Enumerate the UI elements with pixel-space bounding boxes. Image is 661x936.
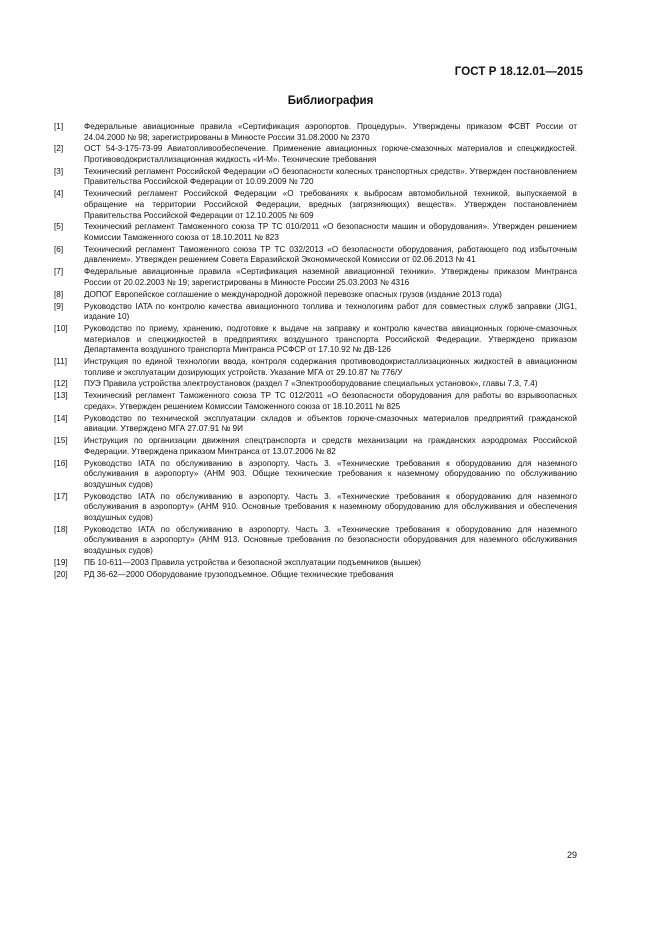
reference-text: Инструкция по организации движения спецтранспорта и средств механизации на гражданских аэродромах Российской Федерации. Утверждена приказом Минтранса от 13.07.2006 № 82 xyxy=(84,436,577,456)
reference-text: ПБ 10-611—2003 Правила устройства и безопасной эксплуатации подъемников (вышек) xyxy=(84,557,422,567)
reference-text: Инструкция по единой технологии ввода, контроля содержания противоводокристаллизационных жидкостей в авиационном топливе и эксплуатации дозирующих устройств. Указание МГА от 29.10.87 № 776/У xyxy=(84,356,577,377)
reference-text: ДОПОГ Европейское соглашение о международной дорожной перевозке опасных грузов (издание 2013 года) xyxy=(84,289,502,299)
reference-item xyxy=(54,222,577,243)
reference-item xyxy=(54,302,577,323)
reference-list xyxy=(54,122,577,581)
reference-item xyxy=(54,525,577,557)
reference-text: Технический регламент Российской Федерации «О требованиях к выбросам автомобильной техникой, выпускаемой в обращение на территории Российской Федерации, вредных (загрязняющих) веществ». Утвержден постановлением Правительства Российской Федерации от 12.10.2005 № 609 xyxy=(84,189,577,220)
reference-text: Руководство по технической эксплуатации складов и объектов горюче-смазочных материалов предприятий гражданской авиации. Утверждено МГА 27.07.91 № 9И xyxy=(84,413,577,434)
reference-item xyxy=(54,144,577,165)
reference-text: Федеральные авиационные правила «Сертификация наземной авиационной техники». Утверждены приказом Минтранса России от 20.02.2003 № 19; зарегистрированы в Минюсте России 25.03.2003 № 4316 xyxy=(84,267,577,287)
standard-number: ГОСТ Р 18.12.01—2015 xyxy=(454,66,583,78)
reference-text: Технический регламент Таможенного союза ТР ТС 032/2013 «О безопасности оборудования, работающего под избыточным давлением». Утвержден решением Совета Евразийской Экономической Комиссии от 02.06.2013 № 41 xyxy=(84,244,577,265)
reference-item xyxy=(54,492,577,524)
reference-text: ОСТ 54-3-175-73-99 Авиатопливообеспечение. Применение авиационных горюче-смазочных материалов и спецжидкостей. Противоводокристаллизационная жидкость «И-М». Технические требования xyxy=(84,144,577,165)
reference-item xyxy=(54,379,577,390)
reference-item xyxy=(54,167,577,188)
reference-number: [10] xyxy=(54,323,68,333)
reference-item xyxy=(54,391,577,412)
reference-item xyxy=(54,290,577,301)
reference-item xyxy=(54,357,577,378)
reference-number: [1] xyxy=(54,122,64,131)
reference-number: [15] xyxy=(54,436,68,446)
reference-number: [9] xyxy=(54,301,64,311)
reference-number: [11] xyxy=(54,356,68,366)
reference-number: [2] xyxy=(54,144,64,154)
reference-number: [19] xyxy=(54,557,68,567)
reference-item xyxy=(54,436,577,457)
reference-number: [7] xyxy=(54,267,64,277)
reference-number: [6] xyxy=(54,244,64,254)
reference-text: Руководство IATA по обслуживанию в аэропорту. Часть 3. «Технические требования к оборудованию для наземного обслуживания в аэропорту» (АНМ 910. Основные требования к наземному оборудованию для обслуживания и обеспечения воздушных судов) xyxy=(84,491,577,522)
reference-number: [12] xyxy=(54,379,68,389)
reference-number: [8] xyxy=(54,289,64,299)
reference-number: [13] xyxy=(54,391,68,401)
reference-number: [3] xyxy=(54,166,64,176)
reference-text: Руководство IATA по обслуживанию в аэропорту. Часть 3. «Технические требования к оборудованию для наземного обслуживания в аэропорту» (АНМ 903. Общие технические требования к наземному оборудованию по обслуживанию воздушных судов) xyxy=(84,458,577,489)
reference-text: Технический регламент Таможенного союза ТР ТС 010/2011 «О безопасности машин и оборудования». Утвержден решением Комиссии Таможенного союза от 18.10.2011 № 823 xyxy=(84,222,577,242)
reference-item xyxy=(54,122,577,143)
reference-number: [4] xyxy=(54,189,64,199)
reference-number: [14] xyxy=(54,413,68,423)
reference-text: Руководство IATA по контролю качества авиационного топлива и технологиям работ для совместных служб заправки (JIG1, издание 10) xyxy=(84,301,577,322)
reference-number: [5] xyxy=(54,222,64,232)
reference-item xyxy=(54,558,577,569)
reference-number: [20] xyxy=(54,569,68,579)
reference-number: [16] xyxy=(54,458,68,468)
reference-number: [17] xyxy=(54,491,68,501)
reference-text: ПУЭ Правила устройства электроустановок (раздел 7 «Электрооборудование специальных установок», главы 7.3, 7.4) xyxy=(84,379,538,389)
reference-text: Руководство IATA по обслуживанию в аэропорту. Часть 3. «Технические требования к оборудованию для наземного обслуживания в аэропорту» (АНМ 913. Основные требования по безопасности оборудования для наземного обслуживания воздушных судов) xyxy=(84,524,577,555)
reference-item xyxy=(54,459,577,491)
reference-item xyxy=(54,267,577,288)
reference-item xyxy=(54,189,577,221)
reference-text: Руководство по приему, хранению, подготовке к выдаче на заправку и контролю качества авиационных горюче-смазочных материалов и спецжидкостей в предприятиях воздушного транспорта Российской Федерации. Утверждено приказом Департамента воздушного транспорта Минтранса РСФСР от 17.10.92 № ДВ-126 xyxy=(84,323,577,355)
reference-item xyxy=(54,414,577,435)
bibliography-title: Библиография xyxy=(287,95,374,107)
reference-item xyxy=(54,245,577,266)
reference-number: [18] xyxy=(54,524,68,534)
reference-item xyxy=(54,324,577,356)
page-number: 29 xyxy=(566,850,577,860)
reference-text: Федеральные авиационные правила «Сертификация аэропортов. Процедуры». Утверждены приказом ФСВТ России от 24.04.2000 № 98; зарегистрированы в Минюсте России 31.08.2000 № 2370 xyxy=(84,122,577,142)
reference-text: Технический регламент Российской Федерации «О безопасности колесных транспортных средств». Утвержден постановлением Правительства Российской Федерации от 10.09.2009 № 720 xyxy=(84,166,577,187)
reference-text: РД 36-62—2000 Оборудование грузоподъемное. Общие технические требования xyxy=(84,569,394,579)
reference-item xyxy=(54,570,577,581)
reference-text: Технический регламент Таможенного союза ТР ТС 012/2011 «О безопасности оборудования для работы во взрывоопасных средах». Утвержден решением Комиссии Таможенного союза от 18.10.2011 № 825 xyxy=(84,391,577,411)
